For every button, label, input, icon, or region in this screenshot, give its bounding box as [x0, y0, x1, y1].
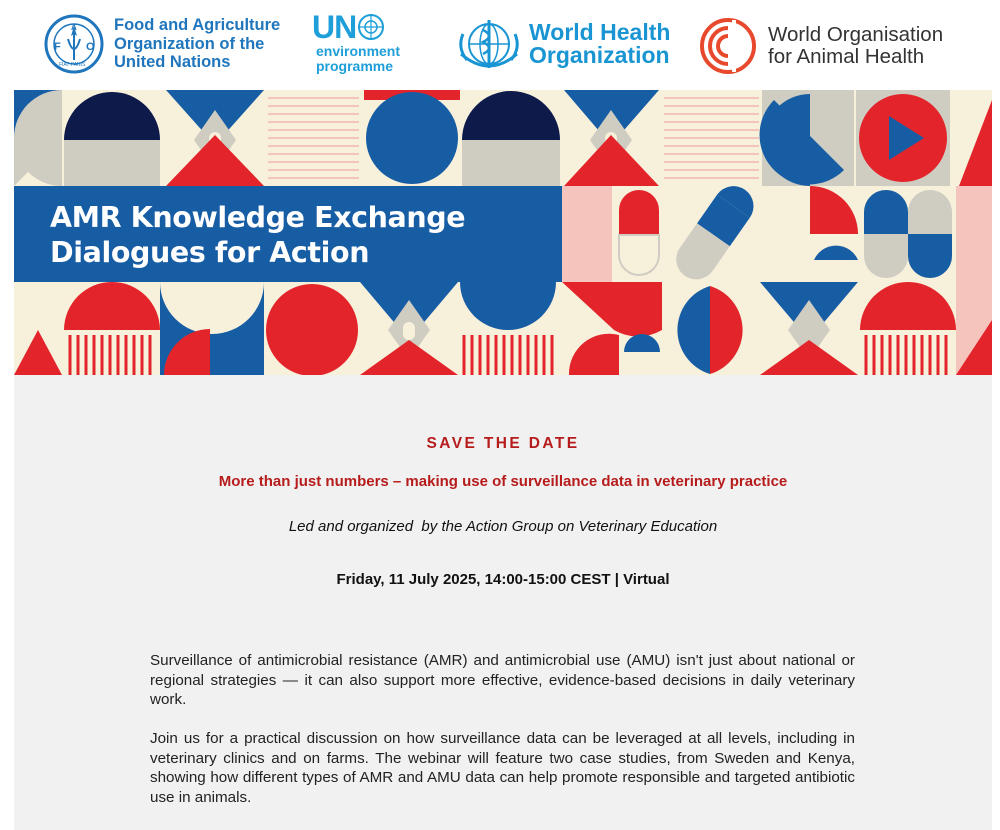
event-title: More than just numbers – making use of surveillance data in veterinary practice: [218, 473, 788, 490]
event-details: [14, 375, 992, 830]
svg-text:O: O: [86, 41, 95, 53]
organizer-line: Led and organized by the Action Group on Veterinary Education: [288, 518, 718, 535]
banner-title-line: Dialogues for Action: [50, 236, 370, 269]
event-banner: [14, 90, 992, 375]
pattern-top-left: [14, 90, 62, 186]
fao-name-line: Organization of the: [114, 34, 265, 53]
who-name-line: Organization: [529, 42, 670, 68]
woah-name: [768, 24, 943, 68]
banner-title: [50, 200, 465, 270]
unep-name-line: environment: [316, 43, 401, 59]
description-paragraph: Surveillance of antimicrobial resistance (AMR) and antimicrobial use (AMU) isn't just about national or regional strategies — it can also support more effective, evidence-based decisions in daily veterinary work.: [150, 652, 855, 708]
woah-name-line: for Animal Health: [768, 45, 925, 68]
who-emblem-icon: [455, 14, 523, 74]
fao-name: [114, 16, 280, 72]
description-paragraph: Join us for a practical discussion on how surveillance data can be leveraged at all levels, including in veterinary clinics and on farms. The webinar will feature two case studies, from Sweden and Kenya, showing how different types of AMR and AMU data can help promote responsible and targeted antibiotic use in animals.: [150, 730, 855, 806]
fao-name-line: Food and Agriculture: [114, 16, 281, 35]
who-logo: [455, 14, 670, 74]
partner-logos: [0, 0, 1000, 88]
who-name: [529, 21, 670, 67]
unep-name: [316, 44, 400, 74]
fao-logo: [44, 14, 280, 74]
who-name-line: World Health: [529, 19, 671, 45]
fao-emblem-icon: [44, 14, 104, 74]
unep-name-line: programme: [316, 58, 394, 74]
woah-emblem-icon: [698, 16, 758, 76]
banner-title-box: [14, 186, 562, 282]
banner-title-line: AMR Knowledge Exchange: [50, 201, 466, 234]
svg-text:FIAT PANIS: FIAT PANIS: [59, 62, 86, 68]
svg-text:F: F: [54, 41, 61, 53]
unep-un-text: UN: [312, 9, 357, 45]
event-date-line: Friday, 11 July 2025, 14:00-15:00 CEST | Virtual: [336, 571, 670, 588]
un-emblem-icon: [356, 12, 386, 42]
save-the-date-heading: SAVE THE DATE: [426, 435, 580, 452]
woah-name-line: World Organisation: [768, 23, 944, 46]
svg-text:A: A: [71, 23, 77, 32]
woah-logo: [698, 16, 943, 76]
unep-logo: [312, 10, 400, 74]
fao-name-line: United Nations: [114, 53, 231, 72]
